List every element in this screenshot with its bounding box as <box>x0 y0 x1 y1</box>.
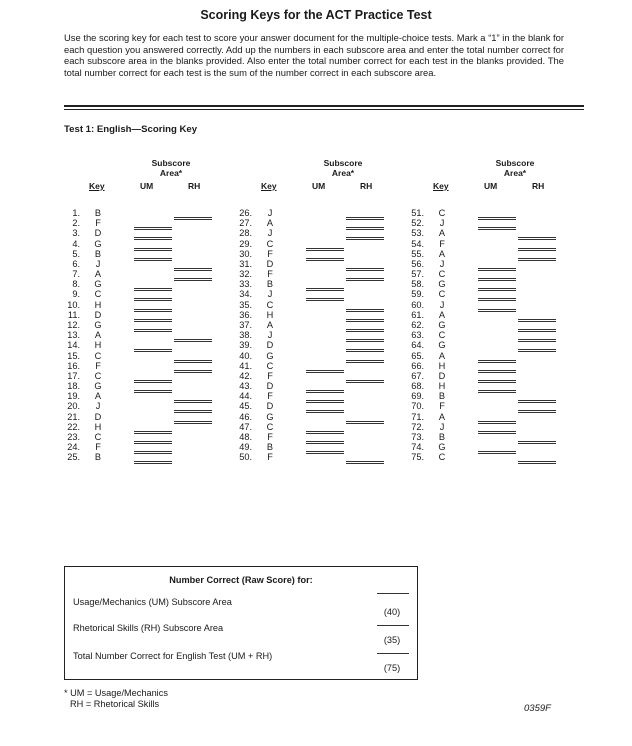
answer-key: G <box>438 279 446 290</box>
key-column-header: Key <box>433 181 449 191</box>
key-row <box>64 391 234 401</box>
answer-key: G <box>438 319 446 330</box>
answer-key: B <box>266 442 274 453</box>
question-number: 59. <box>411 289 424 300</box>
key-row <box>64 442 234 452</box>
answer-key: C <box>438 208 446 218</box>
key-row <box>408 249 578 259</box>
question-number: 51. <box>411 208 424 218</box>
answer-key: H <box>438 381 446 392</box>
key-row <box>408 259 578 269</box>
rh-column-header: RH <box>532 181 545 191</box>
question-number: 19. <box>67 391 80 402</box>
key-row <box>64 269 234 279</box>
key-row <box>64 330 234 340</box>
rh-column-header: RH <box>360 181 373 191</box>
question-number: 49. <box>239 442 252 453</box>
question-number: 47. <box>239 421 252 432</box>
question-number: 75. <box>411 452 424 463</box>
um-column-header: UM <box>312 181 326 191</box>
key-row <box>64 401 234 411</box>
key-row <box>408 320 578 330</box>
answer-key: H <box>94 299 102 310</box>
question-number: 6. <box>72 258 80 269</box>
key-row <box>64 310 234 320</box>
answer-key: C <box>266 299 274 310</box>
question-number: 18. <box>67 381 80 392</box>
key-row <box>236 310 406 320</box>
answer-key: C <box>438 330 446 341</box>
answer-key: F <box>267 431 273 442</box>
key-row <box>408 239 578 249</box>
key-row <box>408 381 578 391</box>
key-row <box>236 361 406 371</box>
subscore-header-line1: Subscore <box>151 158 191 168</box>
key-row <box>408 300 578 310</box>
question-number: 70. <box>411 401 424 412</box>
key-row <box>64 412 234 422</box>
question-number: 73. <box>411 431 424 442</box>
answer-key: A <box>266 319 274 330</box>
answer-key: J <box>95 258 101 269</box>
key-row <box>408 401 578 411</box>
key-row <box>64 432 234 442</box>
answer-key: C <box>94 370 102 381</box>
key-row <box>236 340 406 350</box>
answer-key: C <box>266 238 274 249</box>
question-number: 9. <box>72 289 80 300</box>
rh-blank[interactable] <box>346 461 384 462</box>
key-row <box>64 239 234 249</box>
question-number: 52. <box>411 218 424 229</box>
question-number: 46. <box>239 411 252 422</box>
question-number: 58. <box>411 279 424 290</box>
answer-key: D <box>438 370 446 381</box>
answer-key: C <box>94 350 102 361</box>
key-row <box>64 340 234 350</box>
question-number: 55. <box>411 248 424 259</box>
page-title: Scoring Keys for the ACT Practice Test <box>200 8 432 22</box>
um-column-header: UM <box>484 181 498 191</box>
answer-key: G <box>438 442 446 453</box>
answer-key: B <box>94 452 102 463</box>
answer-key: D <box>266 340 274 351</box>
rh-total-max: (35) <box>383 635 401 645</box>
answer-key: G <box>438 340 446 351</box>
answer-key: G <box>266 350 274 361</box>
question-number: 33. <box>239 279 252 290</box>
key-row <box>236 381 406 391</box>
question-number: 17. <box>67 370 80 381</box>
key-row <box>64 289 234 299</box>
answer-key: F <box>267 370 273 381</box>
subscore-header-line2: Area* <box>503 168 527 178</box>
question-number: 65. <box>411 350 424 361</box>
key-column-header: Key <box>261 181 277 191</box>
form-code: 0359F <box>524 703 551 714</box>
key-row <box>408 351 578 361</box>
answer-key: A <box>438 411 446 422</box>
answer-key: J <box>439 258 445 269</box>
key-row <box>408 371 578 381</box>
key-row <box>236 371 406 381</box>
question-number: 71. <box>411 411 424 422</box>
answer-key: C <box>266 421 274 432</box>
answer-key: C <box>94 431 102 442</box>
key-row <box>236 432 406 442</box>
key-row <box>236 320 406 330</box>
key-row <box>236 401 406 411</box>
key-row <box>408 330 578 340</box>
question-number: 16. <box>67 360 80 371</box>
raw-score-box <box>64 566 418 680</box>
answer-key: F <box>95 360 101 371</box>
answer-key: G <box>94 319 102 330</box>
answer-key: H <box>266 309 274 320</box>
question-number: 30. <box>239 248 252 259</box>
answer-key: G <box>94 279 102 290</box>
question-number: 38. <box>239 330 252 341</box>
subscore-header-line1: Subscore <box>323 158 363 168</box>
answer-key: B <box>266 279 274 290</box>
subscore-header-line2: Area* <box>159 168 183 178</box>
question-number: 13. <box>67 330 80 341</box>
answer-key: F <box>267 452 273 463</box>
answer-key: A <box>438 309 446 320</box>
section-title: Test 1: English—Scoring Key <box>64 124 198 135</box>
subscore-header <box>298 158 388 178</box>
answer-key: F <box>95 442 101 453</box>
question-number: 29. <box>239 238 252 249</box>
answer-key: A <box>94 269 102 280</box>
question-number: 42. <box>239 370 252 381</box>
question-number: 45. <box>239 401 252 412</box>
answer-key: J <box>439 218 445 229</box>
key-row <box>64 320 234 330</box>
key-row <box>236 249 406 259</box>
key-row <box>64 218 234 228</box>
key-row <box>408 361 578 371</box>
key-row <box>408 289 578 299</box>
question-number: 39. <box>239 340 252 351</box>
footnote-rh: RH = Rhetorical Skills <box>70 699 160 709</box>
answer-key: F <box>267 269 273 280</box>
key-row <box>236 218 406 228</box>
question-number: 53. <box>411 228 424 239</box>
answer-key: F <box>439 401 445 412</box>
answer-key: H <box>94 421 102 432</box>
key-row <box>64 452 234 462</box>
answer-key: J <box>267 208 273 218</box>
question-number: 4. <box>72 238 80 249</box>
answer-key: D <box>94 411 102 422</box>
key-row <box>236 269 406 279</box>
question-number: 7. <box>72 269 80 280</box>
key-row <box>64 249 234 259</box>
english-total-blank[interactable] <box>377 653 409 654</box>
key-row <box>236 330 406 340</box>
key-row <box>236 391 406 401</box>
question-number: 23. <box>67 431 80 442</box>
key-row <box>408 208 578 218</box>
key-row <box>408 412 578 422</box>
key-row <box>236 228 406 238</box>
key-row <box>408 391 578 401</box>
key-row <box>408 218 578 228</box>
answer-key: G <box>94 381 102 392</box>
question-number: 25. <box>67 452 80 463</box>
key-row <box>64 361 234 371</box>
answer-key: D <box>266 381 274 392</box>
question-number: 66. <box>411 360 424 371</box>
answer-key: A <box>266 218 274 229</box>
question-number: 43. <box>239 381 252 392</box>
key-row <box>236 279 406 289</box>
answer-key: D <box>94 228 102 239</box>
answer-key: J <box>267 228 273 239</box>
key-row <box>408 442 578 452</box>
key-row <box>236 412 406 422</box>
key-row <box>64 259 234 269</box>
divider <box>64 109 584 110</box>
answer-key: A <box>438 228 446 239</box>
question-number: 31. <box>239 258 252 269</box>
key-row <box>236 452 406 462</box>
key-row <box>408 452 578 462</box>
key-row <box>64 381 234 391</box>
answer-key: G <box>266 411 274 422</box>
question-number: 74. <box>411 442 424 453</box>
answer-key: D <box>266 258 274 269</box>
um-blank[interactable] <box>134 461 172 462</box>
key-row <box>408 310 578 320</box>
question-number: 32. <box>239 269 252 280</box>
question-number: 67. <box>411 370 424 381</box>
question-number: 48. <box>239 431 252 442</box>
raw-score-title: Number Correct (Raw Score) for: <box>169 575 313 585</box>
key-row <box>408 269 578 279</box>
answer-key: J <box>439 421 445 432</box>
question-number: 63. <box>411 330 424 341</box>
question-number: 68. <box>411 381 424 392</box>
question-number: 40. <box>239 350 252 361</box>
question-number: 21. <box>67 411 80 422</box>
question-number: 28. <box>239 228 252 239</box>
question-number: 12. <box>67 319 80 330</box>
question-number: 35. <box>239 299 252 310</box>
question-number: 24. <box>67 442 80 453</box>
question-number: 26. <box>239 208 252 218</box>
key-row <box>236 289 406 299</box>
subscore-header <box>470 158 560 178</box>
answer-key: G <box>94 238 102 249</box>
answer-key: C <box>266 360 274 371</box>
subscore-header-line1: Subscore <box>495 158 535 168</box>
um-total-max: (40) <box>383 607 401 617</box>
footnote-um: * UM = Usage/Mechanics <box>64 688 168 698</box>
subscore-header-line2: Area* <box>331 168 355 178</box>
subscore-header <box>126 158 216 178</box>
key-row <box>236 239 406 249</box>
answer-key: A <box>94 391 102 402</box>
rh-total-label: Rhetorical Skills (RH) Subscore Area <box>73 623 224 633</box>
question-number: 37. <box>239 319 252 330</box>
key-row <box>64 279 234 289</box>
um-column-header: UM <box>140 181 154 191</box>
answer-key: C <box>94 289 102 300</box>
answer-key: A <box>438 350 446 361</box>
answer-key: A <box>94 330 102 341</box>
key-row <box>64 422 234 432</box>
question-number: 20. <box>67 401 80 412</box>
rh-total-blank[interactable] <box>377 625 409 626</box>
answer-key: F <box>95 218 101 229</box>
question-number: 50. <box>239 452 252 463</box>
question-number: 27. <box>239 218 252 229</box>
question-number: 1. <box>72 208 80 218</box>
answer-key: C <box>438 269 446 280</box>
um-total-blank[interactable] <box>377 593 409 594</box>
key-row <box>236 351 406 361</box>
answer-key: B <box>438 391 446 402</box>
answer-key: B <box>94 248 102 259</box>
question-number: 56. <box>411 258 424 269</box>
key-row <box>64 300 234 310</box>
key-row <box>64 208 234 218</box>
question-number: 61. <box>411 309 424 320</box>
question-number: 69. <box>411 391 424 402</box>
question-number: 3. <box>72 228 80 239</box>
key-row <box>408 340 578 350</box>
rh-column-header: RH <box>188 181 201 191</box>
question-number: 54. <box>411 238 424 249</box>
key-row <box>236 442 406 452</box>
answer-key: H <box>94 340 102 351</box>
question-number: 72. <box>411 421 424 432</box>
question-number: 36. <box>239 309 252 320</box>
answer-key: C <box>438 289 446 300</box>
question-number: 44. <box>239 391 252 402</box>
question-number: 64. <box>411 340 424 351</box>
key-row <box>236 208 406 218</box>
question-number: 22. <box>67 421 80 432</box>
question-number: 60. <box>411 299 424 310</box>
answer-key: F <box>267 248 273 259</box>
answer-key: B <box>94 208 102 218</box>
answer-key: B <box>438 431 446 442</box>
question-number: 41. <box>239 360 252 371</box>
answer-key: F <box>267 391 273 402</box>
key-row <box>408 422 578 432</box>
key-row <box>236 259 406 269</box>
instructions-paragraph: Use the scoring key for each test to score your answer document for the multiple-choice tests. Mark a “1” in the blank for each question you answered correctly. Add up the numbers in each subscore area and enter the total number correct for each subscore area in the blanks provided. Also enter the total number correct for each test in the blanks provided. The total number correct for each test is the sum of the number correct in each subscore area. <box>64 32 564 78</box>
question-number: 57. <box>411 269 424 280</box>
key-column-header: Key <box>89 181 105 191</box>
answer-key: F <box>439 238 445 249</box>
answer-key: D <box>266 401 274 412</box>
key-row <box>408 279 578 289</box>
key-row <box>64 351 234 361</box>
question-number: 34. <box>239 289 252 300</box>
um-total-label: Usage/Mechanics (UM) Subscore Area <box>73 597 232 607</box>
key-row <box>408 432 578 442</box>
question-number: 5. <box>72 248 80 259</box>
answer-key: J <box>267 330 273 341</box>
answer-key: D <box>94 309 102 320</box>
question-number: 2. <box>72 218 80 229</box>
key-row <box>64 228 234 238</box>
question-number: 14. <box>67 340 80 351</box>
answer-key: H <box>438 360 446 371</box>
key-row <box>64 371 234 381</box>
key-row <box>408 228 578 238</box>
rh-blank[interactable] <box>518 461 556 462</box>
english-total-max: (75) <box>383 663 401 673</box>
answer-key: J <box>267 289 273 300</box>
question-number: 10. <box>67 299 80 310</box>
divider <box>64 105 584 107</box>
english-total-label: Total Number Correct for English Test (UM + RH) <box>73 651 273 661</box>
question-number: 62. <box>411 319 424 330</box>
question-number: 15. <box>67 350 80 361</box>
answer-key: A <box>438 248 446 259</box>
question-number: 8. <box>72 279 80 290</box>
key-row <box>236 422 406 432</box>
answer-key: J <box>439 299 445 310</box>
key-row <box>236 300 406 310</box>
answer-key: J <box>95 401 101 412</box>
question-number: 11. <box>67 309 80 320</box>
answer-key: C <box>438 452 446 463</box>
